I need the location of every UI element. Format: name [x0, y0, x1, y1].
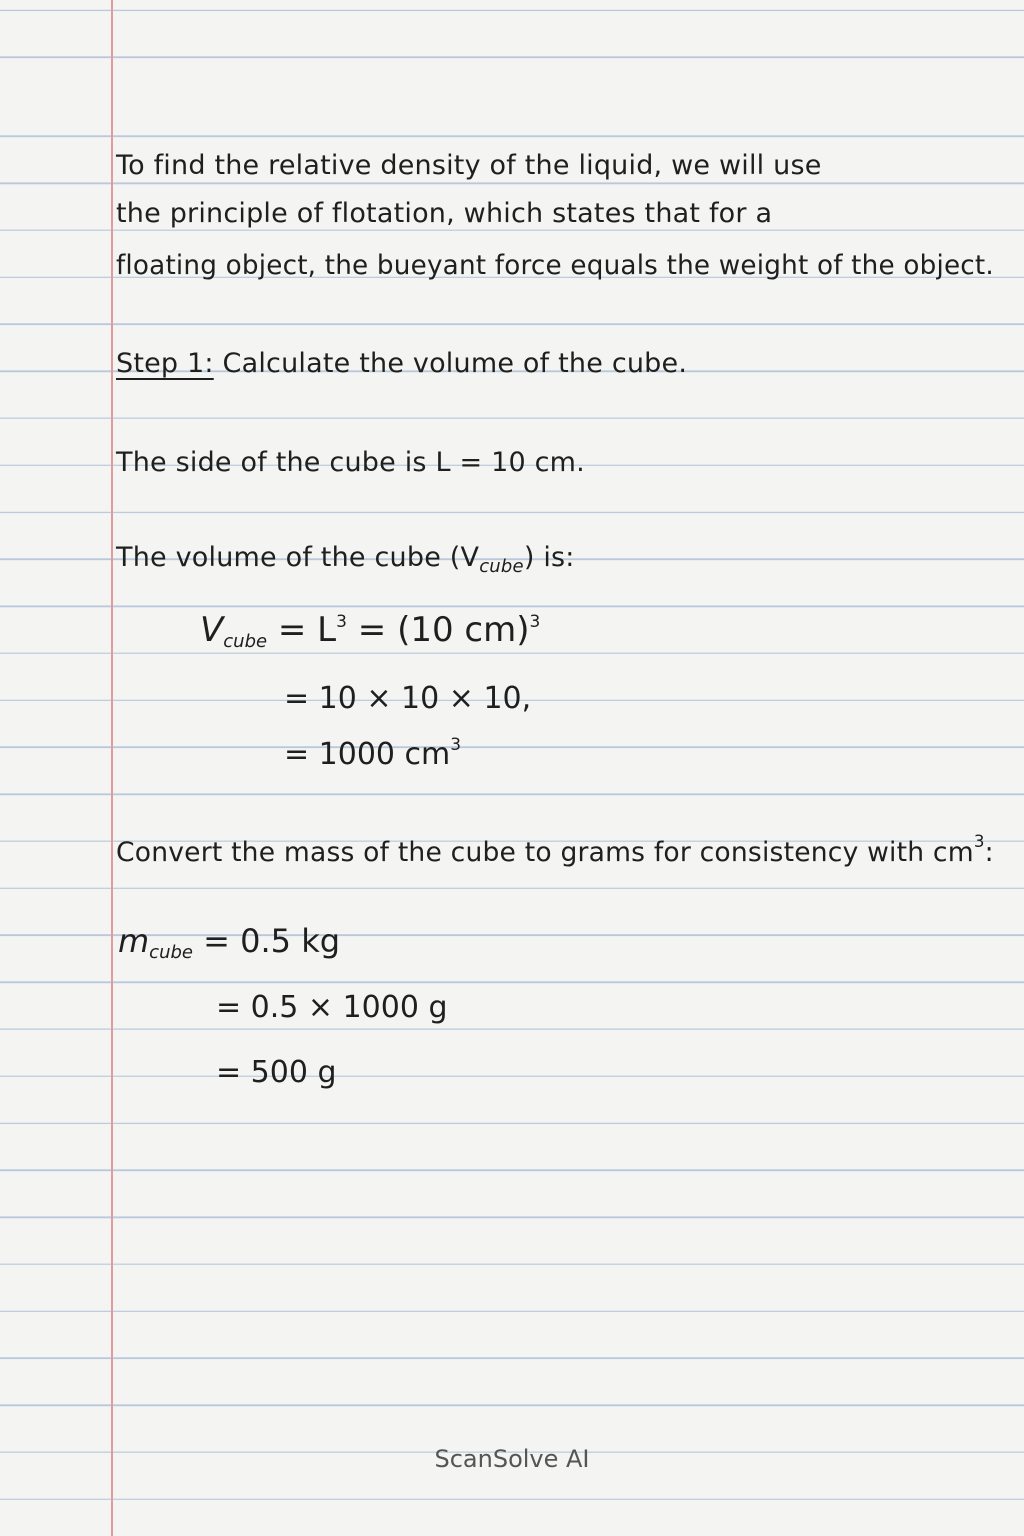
- footer-watermark: ScanSolve AI: [434, 1445, 590, 1473]
- mass-eq-line-3: = 500 g: [216, 1055, 337, 1090]
- volume-eq-rest-exp: 3: [529, 612, 541, 632]
- mass-eq-rest: = 0.5 kg: [203, 922, 341, 960]
- volume-result: = 1000 cm: [284, 737, 451, 772]
- volume-eq-line-2: = 10 × 10 × 10,: [284, 681, 532, 716]
- mass-eq-line-2: = 0.5 × 1000 g: [216, 990, 448, 1025]
- volume-eq-l-exp: 3: [336, 612, 347, 632]
- volume-eq-rest: = (10 cm): [357, 610, 530, 650]
- intro-line-3: floating object, the bueyant force equals the weight of the object.: [116, 250, 994, 281]
- convert-exp: 3: [973, 832, 985, 852]
- volume-eq-line-1: [200, 610, 540, 652]
- volume-symbol-sub: cube: [223, 631, 268, 652]
- intro-line-2: the principle of flotation, which states that for a: [116, 198, 773, 229]
- step1-text: Calculate the volume of the cube.: [222, 348, 688, 379]
- mass-eq-line-1: [118, 922, 340, 963]
- side-text: The side of the cube is L = 10 cm.: [116, 447, 585, 478]
- volume-eq-l: = L: [277, 610, 337, 650]
- volume-result-exp: 3: [450, 735, 462, 755]
- volume-intro: [116, 542, 575, 577]
- margin-line: [111, 0, 113, 1536]
- mass-symbol: m: [118, 922, 150, 960]
- volume-intro-suffix: ) is:: [523, 542, 575, 573]
- volume-eq-line-3: [284, 735, 461, 772]
- step1-label: Step 1:: [116, 348, 214, 379]
- step1-heading: [116, 348, 687, 379]
- volume-intro-sub: cube: [479, 556, 524, 577]
- volume-intro-prefix: The volume of the cube (V: [116, 542, 480, 573]
- volume-symbol: V: [200, 610, 224, 650]
- convert-text: [116, 832, 994, 868]
- mass-symbol-sub: cube: [149, 942, 193, 963]
- intro-line-1: To find the relative density of the liquid, we will use: [116, 150, 822, 181]
- convert-prefix: Convert the mass of the cube to grams for consistency with cm: [116, 837, 974, 868]
- convert-suffix: :: [984, 837, 994, 868]
